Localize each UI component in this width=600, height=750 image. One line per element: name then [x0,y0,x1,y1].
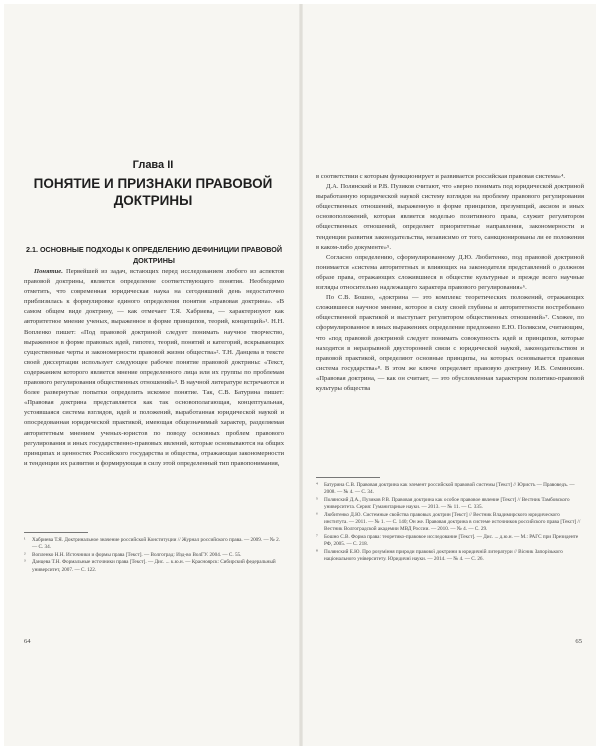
footnote-number: ⁴ [316,482,318,488]
footnote [316,512,584,534]
lead-word: Понятие. [34,268,63,275]
footnote-number: ⁶ [316,511,318,518]
footnote-text: Любитенко Д.Ю. Системные свойства правовых доктрин [Текст] // Вестник Владимирского юридического института. — 2011. — № 1. — С. 140; Он же. Правовая доктрина в системе источников российского права [Текст] // Вестник Волгоградской академии МВД России. — 2010. — № 4. — С. 29. [324,511,581,533]
footnote [316,497,584,512]
left-footnotes [24,537,284,574]
footnote-text: Данцева Т.Н. Формальные источники права [Текст]. — Дис. ... к.ю.н. — Красноярск: Сибирский федеральный университет, 2007. — С. 122. [32,559,276,573]
left-body-text [24,267,284,469]
right-footnotes [316,482,584,563]
footnote-number: ⁵ [316,496,318,503]
footnote [316,549,584,564]
footnote-divider [24,532,88,533]
footnote-text: Вопленко Н.Н. Источники и формы права [Текст]. — Волгоград: Изд-во ВолГУ. 2004. — С. 55. [32,551,242,558]
paragraph-text: Первейшей из задач, встающих перед исследованием любого из аспектов правовой доктрины, является определение соответствующего понятия. Необходимо отметить, что современная юридическая наука на сегодняшний день недостаточно приблизилась к формулировке единого определения понятия «правовая доктрина». «В самом общем виде доктрину, — как отмечает Т.Я. Хабриева, — характеризуют как авторитетное мнение ученых, выраженное в форме принципов, теорий, концепций»¹. Н.Н. Вопленко пишет: «Под правовой доктриной следует понимать научное творчество, выраженное в форме правовых идей, гипотез, теорий, понятий и категорий, вскрывающих существенные черты и закономерности правовой жизни общества»². Т.Н. Данцева в тексте своей диссертации использует следующее рабочее понятие правовой доктрины: «Текст, содержанием которого является мнение определенного лица или их группы по проблемам правового регулирования общественных отношений»³. В научной литературе встречаются и более развернутые попытки определить искомое понятие. Так, С.В. Батурина пишет: «Правовая доктрина представляется как так основополагающая, концептуальная, устоявшаяся система взглядов, идей и положений, выработанная юридической наукой и опосредованная юридической практикой, имеющая общезначимый характер, разделяемая авторитетным мнением ученых-юристов по поводу основных проблем правового регулирования и иных государственно-правовых явлений, которые основываются на общих принципах и ценностях Российского государства и общества, отражающая закономерности и тенденции их развития и формирующая в силу этой определенный тип правопонимания, [24,268,284,467]
footnote-number: ⁷ [316,533,318,540]
chapter-title: ПОНЯТИЕ И ПРИЗНАКИ ПРАВОВОЙ ДОКТРИНЫ [33,176,273,208]
page-number-left: 64 [24,638,31,645]
right-page [304,4,596,746]
book-gutter [299,4,303,746]
section-title: 2.1. ОСНОВНЫЕ ПОДХОДЫ К ОПРЕДЕЛЕНИЮ ДЕФИНИЦИИ ПРАВОВОЙ ДОКТРИНЫ [25,245,283,265]
paragraph: в соответствии с которым функционирует и развивается российская правовая система»⁴. [316,173,566,180]
paragraph: Согласно определению, сформулированному Д.Ю. Любитенко, под правовой доктриной понимается «система авторитетных и влияющих на законодателя представлений о должном образе права, отражающих сложившиеся в обществе культурные и прежде всего научные взгляды относительно надлежащего характера правового регулирования»⁶. [316,253,584,292]
footnote-text: Бошно С.В. Форма права: теоретико-правовое исследование [Текст]. — Дис. ... д.ю.н. — М.: РАГС при Президенте РФ, 2005. — С. 218. [324,533,579,548]
footnote [316,482,584,497]
book-spread [4,4,596,746]
footnote-number: ³ [24,559,26,566]
paragraph: По С.В. Бошно, «доктрина — это комплекс теоретических положений, отражающих сложившееся научное мнение, которое в силу своей глубины и авторитетности востребовано общественной практикой и выступает регулятором общественных отношений»⁷. Схожее, по сформулированное в иных выражениях определение предложено Е.Ю. Поляксим, считающим, что «под правовой доктриной следует понимать совокупность идей и принципов, которые находятся в неразрывной двусторонней связи с юридической наукой, законодательством и правовой практикой, определяют основные принципы, на которых основывается правовая система государства»⁸. В этом же ключе определяет правовую доктрину И.В. Семинихин. «Правовая доктрина, — как он считает, — это обусловленная характером политико-правовой культуры общества [316,294,584,392]
page-number-right: 65 [575,638,582,645]
footnote-text: Батурина С.В. Правовая доктрина как элемент российской правовой системы [Текст] // Юристъ — Правоведъ. — 2008. — № 4. — С. 34. [324,482,575,496]
footnote-text: Полянский Е.Ю. Про розуміння природи правової доктрини в юридичній литератури // Вісник Запорізького національного університету. Юридичні науки. — 2014. — № 4. — С. 26. [324,548,563,563]
footnote-number: ⁸ [316,548,318,555]
footnote-text: Хабриева Т.Я. Доктринальное значение российской Конституции // Журнал российского права. — 2009. — № 2. — С. 34. [32,537,281,551]
footnote-number: ¹ [24,537,26,543]
footnote-divider [316,477,380,478]
footnote [24,537,284,552]
footnote [24,559,284,574]
chapter-label: Глава II [132,159,174,171]
paragraph [24,267,284,469]
footnote-number: ² [24,551,26,558]
chapter-heading [18,159,288,209]
footnote [316,534,584,549]
footnote-text: Полянский Д.А., Пузиков Р.В. Правовая доктрина как особое правовое явление [Текст] // Вестник Тамбовского университета. Серия: Гуманитарные науки. — 2013. — № 11. — С. 335. [324,496,570,511]
right-body-text [316,172,584,394]
left-page [4,4,298,746]
paragraph: Д.А. Полянский и Р.В. Пузиков считают, что «верно понимать под юридической доктриной выработанную юридической наукой систему взглядов на проблему правового регулирования общественных отношений, выраженную в форме принципов, презумпций, аксиом и иных основоположений, которая является моделью позитивного права, служит регулятором общественных отношений, определяет приоритетные направления, закономерности и тенденции развития законодательства, независимо от того, санкционированы ли ее положения в каком-либо документе»⁵. [316,183,584,251]
